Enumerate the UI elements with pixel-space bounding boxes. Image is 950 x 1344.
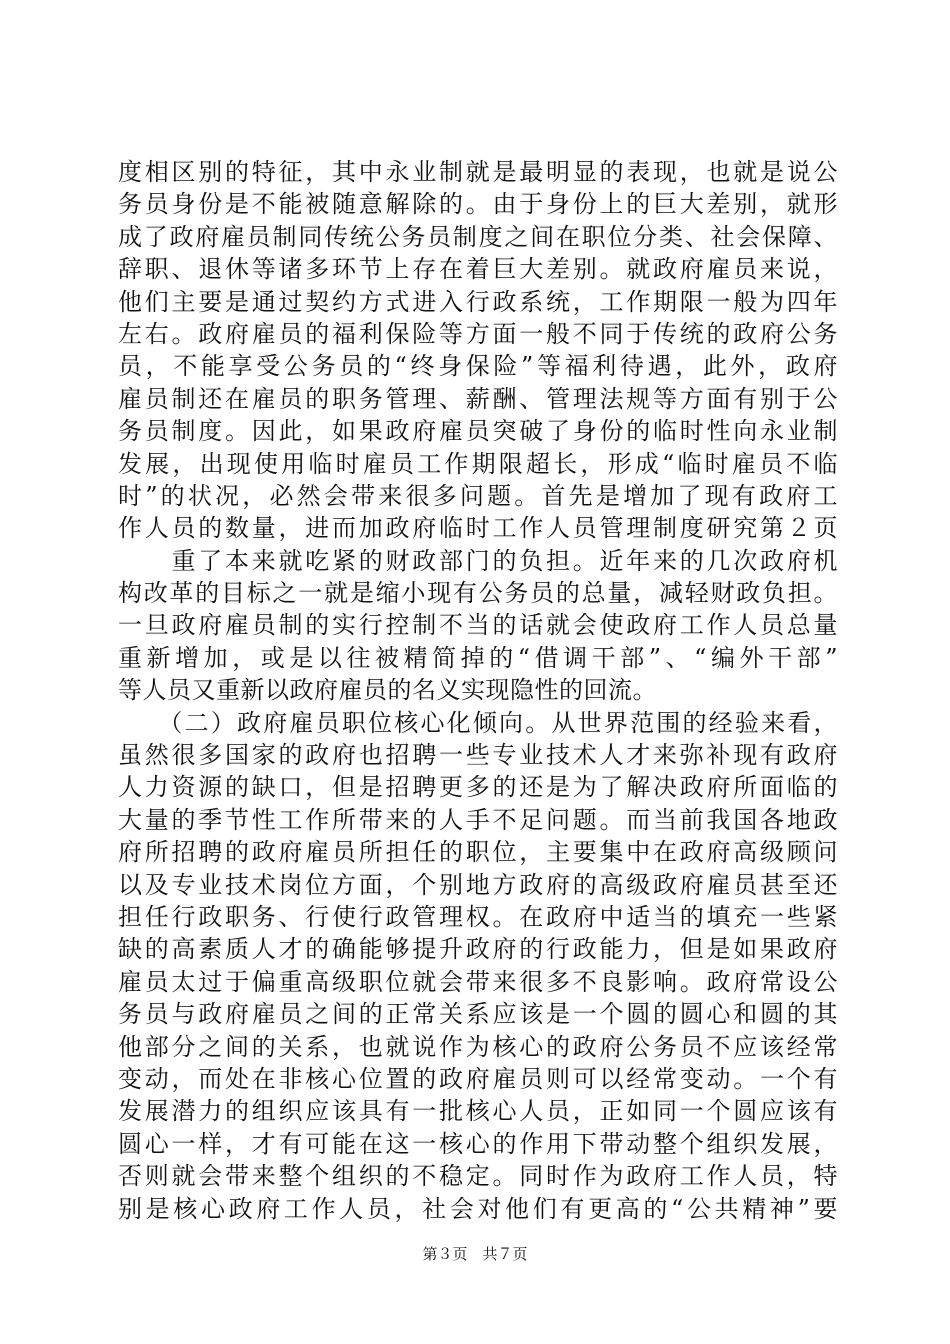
text-line-22: 府所招聘的政府雇员所担任的职位，主要集中在政府高级顾问 <box>118 838 838 867</box>
text-line-10: 发展，出现使用临时雇员工作期限超长，形成“临时雇员不临 <box>118 449 838 478</box>
text-line-12: 作人员的数量，进而加政府临时工作人员管理制度研究第２页 <box>118 514 838 543</box>
text-line-7: 员，不能享受公务员的“终身保险”等福利待遇，此外，政府 <box>118 352 838 381</box>
page-footer: 第３页 共７页 <box>422 1247 528 1263</box>
text-line-17: 等人员又重新以政府雇员的名义实现隐性的回流。 <box>118 676 657 705</box>
text-line-3: 成了政府雇员制同传统公务员制度之间在职位分类、社会保障、 <box>118 222 838 251</box>
text-line-32: 否则就会带来整个组织的不稳定。同时作为政府工作人员，特 <box>118 1162 838 1191</box>
text-line-4: 辞职、退休等诸多环节上存在着巨大差别。就政府雇员来说， <box>118 255 838 284</box>
text-line-25: 缺的高素质人才的确能够提升政府的行政能力，但是如果政府 <box>118 935 838 964</box>
text-line-21: 大量的季节性工作所带来的人手不足问题。而当前我国各地政 <box>118 805 838 834</box>
text-line-8: 雇员制还在雇员的职务管理、薪酬、管理法规等方面有别于公 <box>118 384 838 413</box>
text-line-16: 重新增加，或是以往被精简掉的“借调干部”、“编外干部” <box>118 643 838 672</box>
body-text <box>118 156 838 1225</box>
text-line-18: （二）政府雇员职位核心化倾向。从世界范围的经验来看， <box>118 708 838 737</box>
text-line-6: 左右。政府雇员的福利保险等方面一般不同于传统的政府公务 <box>118 319 838 348</box>
text-line-14: 构改革的目标之一就是缩小现有公务员的总量，减轻财政负担。 <box>118 579 838 608</box>
text-line-1: 度相区别的特征，其中永业制就是最明显的表现，也就是说公 <box>118 158 838 186</box>
text-line-2: 务员身份是不能被随意解除的。由于身份上的巨大差别，就形 <box>118 190 838 219</box>
text-line-26: 雇员太过于偏重高级职位就会带来很多不良影响。政府常设公 <box>118 967 838 996</box>
text-line-24: 担任行政职务、行使行政管理权。在政府中适当的填充一些紧 <box>118 902 838 931</box>
text-line-31: 圆心一样，才有可能在这一核心的作用下带动整个组织发展， <box>118 1129 838 1158</box>
text-line-9: 务员制度。因此，如果政府雇员突破了身份的临时性向永业制 <box>118 417 838 446</box>
text-line-11: 时”的状况，必然会带来很多问题。首先是增加了现有政府工 <box>118 481 838 510</box>
text-line-28: 他部分之间的关系，也就说作为核心的政府公务员不应该经常 <box>118 1032 838 1061</box>
text-line-13: 重了本来就吃紧的财政部门的负担。近年来的几次政府机 <box>118 546 838 575</box>
text-line-33: 别是核心政府工作人员，社会对他们有更高的“公共精神”要 <box>118 1194 838 1223</box>
text-line-29: 变动，而处在非核心位置的政府雇员则可以经常变动。一个有 <box>118 1064 838 1093</box>
text-line-20: 人力资源的缺口，但是招聘更多的还是为了解决政府所面临的 <box>118 773 838 802</box>
text-line-27: 务员与政府雇员之间的正常关系应该是一个圆的圆心和圆的其 <box>118 1000 838 1029</box>
text-line-5: 他们主要是通过契约方式进入行政系统，工作期限一般为四年 <box>118 287 838 316</box>
text-line-30: 发展潜力的组织应该具有一批核心人员，正如同一个圆应该有 <box>118 1097 838 1126</box>
text-line-19: 虽然很多国家的政府也招聘一些专业技术人才来弥补现有政府 <box>118 741 838 770</box>
text-line-15: 一旦政府雇员制的实行控制不当的话就会使政府工作人员总量 <box>118 611 838 640</box>
text-line-23: 以及专业技术岗位方面，个别地方政府的高级政府雇员甚至还 <box>118 870 838 899</box>
